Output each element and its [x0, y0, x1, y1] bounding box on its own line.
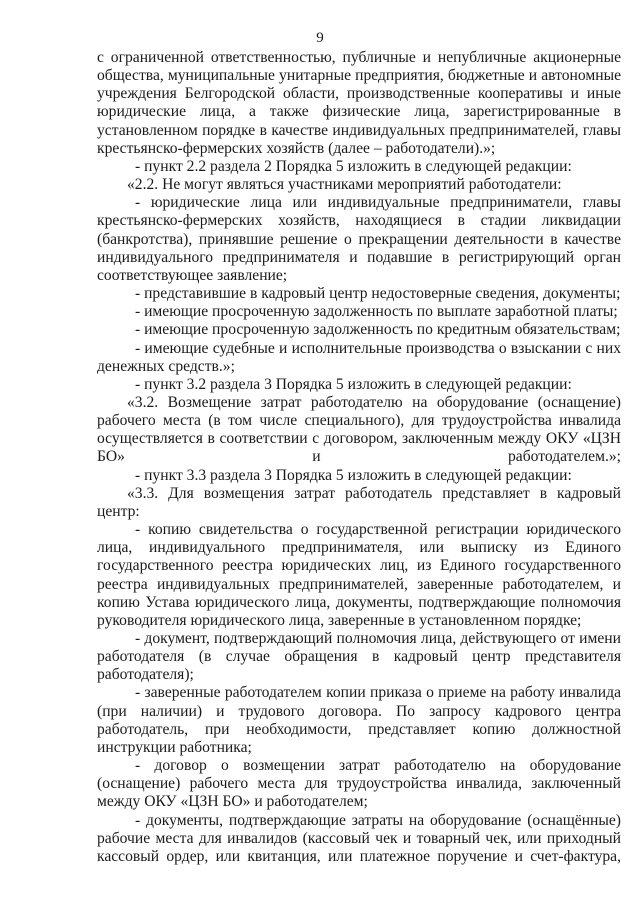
paragraph: «3.2. Возмещение затрат работодателю на оборудование (оснащение) рабочего места (в том числе специального), для трудоустройства инвалида осуществляется в соответствии с договором, заключенным между ОКУ «ЦЗН БО» и работодателем.»;: [97, 393, 621, 466]
paragraph: с ограниченной ответственностью, публичные и непубличные акционерные общества, муниципальные унитарные предприятия, бюджетные и автономные учреждения Белгородской области, производственные кооперативы и иные юридические лица, а также физические лица, зарегистрированные в установленном порядке в качестве индивидуальных предпринимателей, главы крестьянско-фермерских хозяйств (далее – работодатели).»;: [97, 49, 621, 157]
paragraph: - заверенные работодателем копии приказа о приеме на работу инвалида (при наличии) и трудового договора. По запросу кадрового центра работодатель, при необходимости, представляет копию должностной инструкции работника;: [97, 684, 621, 756]
paragraph: - имеющие просроченную задолженность по кредитным обязательствам;: [135, 321, 621, 339]
paragraph: - договор о возмещении затрат работодателю на оборудование (оснащение) рабочего места для трудоустройства инвалида, заключенный между ОКУ «ЦЗН БО» и работодателем;: [97, 757, 621, 811]
paragraph: - имеющие просроченную задолженность по выплате заработной платы;: [135, 303, 618, 321]
document-body: [97, 49, 621, 866]
paragraph: - юридические лица или индивидуальные предприниматели, главы крестьянско-фермерских хозяйств, находящиеся в стадии ликвидации (банкротства), принявшие решение о прекращении деятельности в качестве индивидуального предпринимателя и подавшие в регистрирующий орган соответствующее заявление;: [97, 194, 621, 284]
paragraph: «3.3. Для возмещения затрат работодатель представляет в кадровый центр:: [97, 484, 621, 520]
paragraph: - пункт 3.3 раздела 3 Порядка 5 изложить в следующей редакции:: [135, 466, 572, 484]
page-number: 9: [316, 30, 324, 46]
paragraph: - имеющие судебные и исполнительные производства о взыскании с них денежных средств.»;: [97, 339, 621, 375]
paragraph: - пункт 3.2 раздела 3 Порядка 5 изложить в следующей редакции:: [135, 375, 572, 393]
paragraph: - пункт 2.2 раздела 2 Порядка 5 изложить в следующей редакции:: [135, 157, 572, 175]
paragraph: - документ, подтверждающий полномочия лица, действующего от имени работодателя (в случае обращения в кадровый центр представителя работодателя);: [97, 630, 621, 684]
paragraph: - копию свидетельства о государственной регистрации юридического лица, индивидуального предпринимателя, или выписку из Единого государственного реестра юридических лиц, из Единого государственного реестра индивидуальных предпринимателей, заверенные работодателем, и копию Устава юридического лица, документы, подтверждающие полномочия руководителя юридического лица, заверенные в установленном порядке;: [97, 521, 621, 629]
paragraph: - документы, подтверждающие затраты на оборудование (оснащённые) рабочие места для инвалидов (кассовый чек и товарный чек, или приходный кассовый ордер, или квитанция, или платежное поручение и счет-фактура,: [97, 811, 621, 865]
paragraph: - представившие в кадровый центр недостоверные сведения, документы;: [135, 285, 621, 303]
paragraph: «2.2. Не могут являться участниками мероприятий работодатели:: [127, 176, 562, 194]
